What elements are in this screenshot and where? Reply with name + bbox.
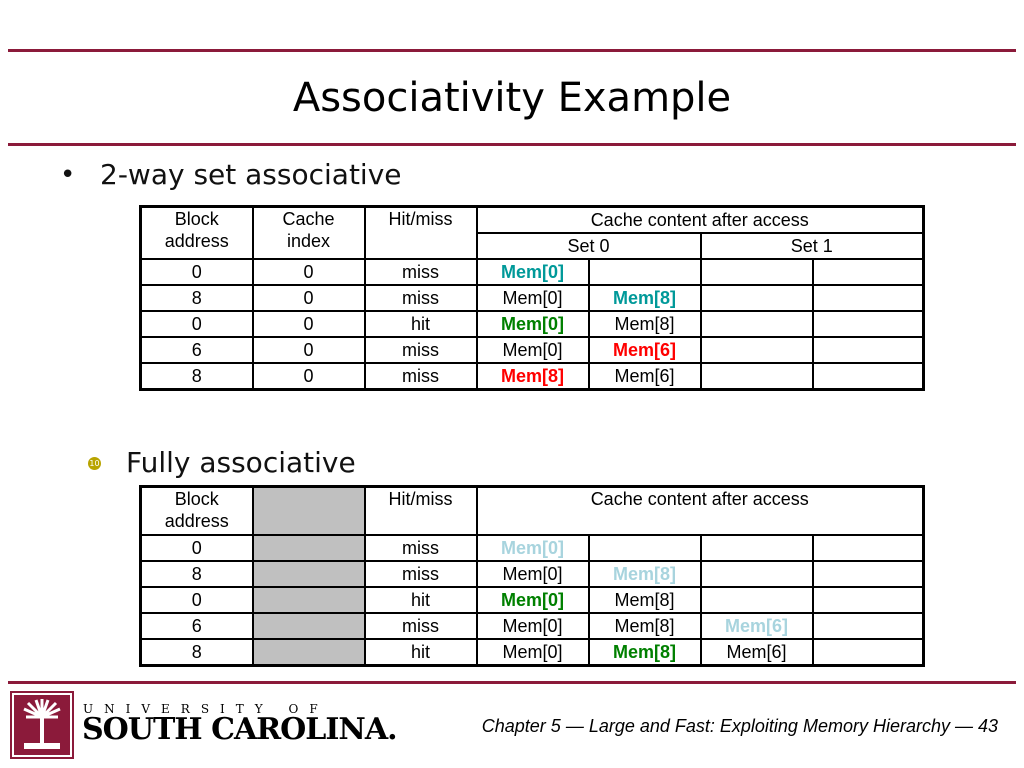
cell-content: Mem[6] [589, 363, 701, 390]
cell-block: 8 [141, 639, 253, 666]
header-set0: Set 0 [477, 233, 701, 259]
cell-content: Mem[0] [477, 639, 589, 666]
header-block-line1: Block [174, 209, 219, 229]
cell-hitmiss: miss [365, 535, 477, 561]
gray-placeholder-cell [253, 587, 365, 613]
table-row [141, 639, 924, 666]
gray-placeholder-cell [253, 487, 365, 536]
cell-content: Mem[6] [701, 639, 813, 666]
cell-hitmiss: hit [365, 639, 477, 666]
cell-content [813, 259, 924, 285]
table-fully-associative [139, 485, 925, 667]
header-cache-index [253, 207, 365, 260]
bullet-dot-icon: • [60, 160, 76, 190]
header-cache-content: Cache content after access [477, 487, 924, 536]
cell-content: Mem[8] [589, 587, 701, 613]
cell-content [701, 285, 813, 311]
cell-content: Mem[0] [477, 311, 589, 337]
table-row [141, 311, 924, 337]
cell-index: 0 [253, 285, 365, 311]
cell-index: 0 [253, 311, 365, 337]
slide-title: Associativity Example [292, 75, 732, 121]
table-row [141, 337, 924, 363]
cell-content [701, 587, 813, 613]
palmetto-logo-icon [10, 691, 74, 759]
cell-block: 0 [141, 259, 253, 285]
cell-block: 6 [141, 613, 253, 639]
footer-caption: Chapter 5 — Large and Fast: Exploiting Memory Hierarchy — 43 [481, 716, 998, 736]
bullet-2way-text: 2-way set associative [100, 158, 402, 191]
table-row [141, 613, 924, 639]
cell-block: 8 [141, 363, 253, 390]
cell-block: 8 [141, 285, 253, 311]
table-row [141, 561, 924, 587]
cell-hitmiss: hit [365, 587, 477, 613]
cell-content: Mem[6] [701, 613, 813, 639]
header-block-line2: address [164, 231, 229, 251]
cell-content [813, 311, 924, 337]
cell-content [701, 259, 813, 285]
cell-content: Mem[0] [477, 285, 589, 311]
university-line: UNIVERSITY OF [83, 702, 329, 716]
cell-block: 0 [141, 535, 253, 561]
cell-block: 6 [141, 337, 253, 363]
bullet-fully-text: Fully associative [126, 446, 356, 479]
cell-content [813, 613, 924, 639]
cell-hitmiss: hit [365, 311, 477, 337]
cell-content [813, 561, 924, 587]
cell-content [813, 363, 924, 390]
cell-content [813, 639, 924, 666]
cell-content: Mem[0] [477, 259, 589, 285]
header-block-address [141, 207, 253, 260]
header-hit-miss: Hit/miss [365, 487, 477, 536]
cell-content: Mem[8] [589, 311, 701, 337]
cell-block: 0 [141, 311, 253, 337]
cell-content [701, 561, 813, 587]
header-block-line1: Block [174, 489, 219, 509]
cell-hitmiss: miss [365, 285, 477, 311]
table-row [141, 587, 924, 613]
cell-content [813, 285, 924, 311]
cell-content [813, 535, 924, 561]
header-block-line2: address [164, 511, 229, 531]
cell-content [701, 363, 813, 390]
gray-placeholder-cell [253, 561, 365, 587]
cell-content [813, 587, 924, 613]
table-row [141, 259, 924, 285]
table-2way [139, 205, 925, 391]
cell-index: 0 [253, 337, 365, 363]
header-index-line1: Cache [282, 209, 335, 229]
cell-content [701, 337, 813, 363]
cell-content: Mem[8] [589, 639, 701, 666]
cell-hitmiss: miss [365, 259, 477, 285]
south-carolina-wordmark: SOUTH CAROLINA. [82, 712, 397, 747]
title-divider [8, 143, 1016, 146]
cell-content: Mem[8] [589, 561, 701, 587]
cell-content: Mem[0] [477, 535, 589, 561]
cell-index: 0 [253, 259, 365, 285]
cell-content: Mem[6] [589, 337, 701, 363]
cell-hitmiss: miss [365, 561, 477, 587]
header-set1: Set 1 [701, 233, 924, 259]
cell-hitmiss: miss [365, 613, 477, 639]
cell-content: Mem[0] [477, 337, 589, 363]
footer-divider [8, 681, 1016, 684]
cell-content: Mem[0] [477, 613, 589, 639]
cell-block: 8 [141, 561, 253, 587]
cell-content [589, 259, 701, 285]
cell-hitmiss: miss [365, 363, 477, 390]
cell-content: Mem[0] [477, 587, 589, 613]
cell-content [813, 337, 924, 363]
cell-block: 0 [141, 587, 253, 613]
header-index-line2: index [286, 231, 331, 251]
header-block-address [141, 487, 253, 536]
cell-content [701, 535, 813, 561]
cell-content [701, 311, 813, 337]
top-divider [8, 49, 1016, 52]
cell-content: Mem[8] [477, 363, 589, 390]
table-row [141, 363, 924, 390]
cell-index: 0 [253, 363, 365, 390]
cell-hitmiss: miss [365, 337, 477, 363]
numbered-bullet-icon: 10 [89, 459, 100, 468]
cell-content: Mem[0] [477, 561, 589, 587]
gray-placeholder-cell [253, 639, 365, 666]
gray-placeholder-cell [253, 613, 365, 639]
gray-placeholder-cell [253, 535, 365, 561]
header-hit-miss: Hit/miss [365, 207, 477, 260]
table-row [141, 285, 924, 311]
table-row [141, 535, 924, 561]
header-cache-content: Cache content after access [477, 207, 924, 234]
cell-content: Mem[8] [589, 613, 701, 639]
cell-content: Mem[8] [589, 285, 701, 311]
cell-content [589, 535, 701, 561]
